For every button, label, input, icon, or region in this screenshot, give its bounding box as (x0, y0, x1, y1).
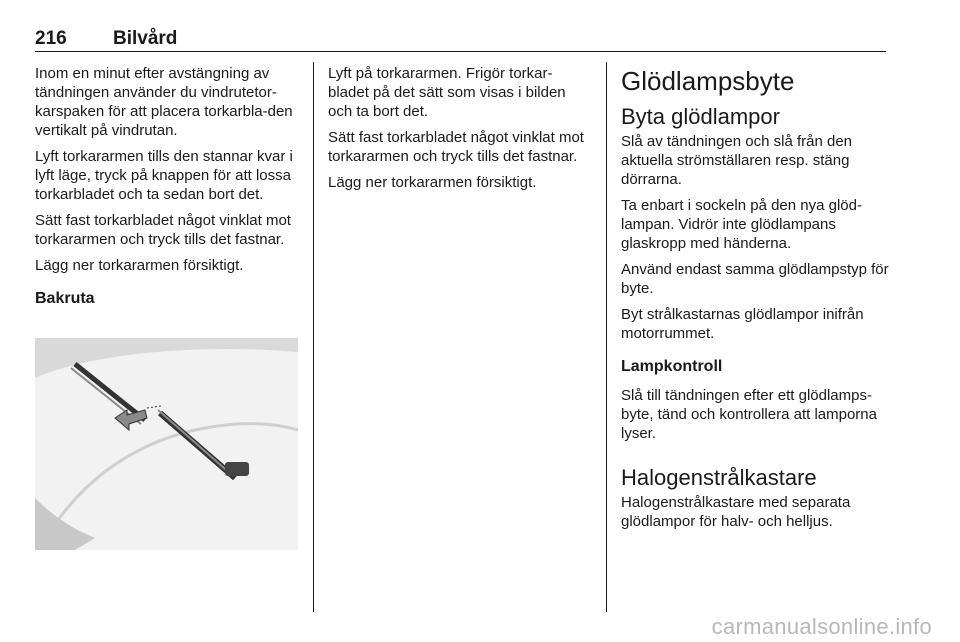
col1-paragraph-2: Lyft torkararmen tills den stannar kvar i lyft läge, tryck på knappen för att lossa torkarbladet och ta sedan bort det. (35, 148, 293, 203)
col3-paragraph-6: Halogenstrålkastare med separata glödlampor för halv- och helljus. (621, 494, 851, 530)
column-divider-1 (313, 62, 314, 612)
column-1 (35, 64, 301, 322)
col1-paragraph-4: Lägg ner torkararmen försiktigt. (35, 257, 244, 274)
col3-paragraph-5: Slå till tändningen efter ett glödlamps-byte, tänd och kontrollera att lamporna lyser. (621, 387, 877, 442)
heading-byta-glodlampor: Byta glödlampor (621, 104, 780, 129)
heading-halogenstralkastare: Halogenstrålkastare (621, 465, 817, 490)
col2-paragraph-3: Lägg ner torkararmen försiktigt. (328, 174, 537, 191)
col3-paragraph-3: Använd endast samma glödlampstyp för byte. (621, 261, 889, 297)
col3-paragraph-1: Slå av tändningen och slå från den aktuella strömställaren resp. stäng dörrarna. (621, 133, 852, 188)
col3-paragraph-4: Byt strålkastarnas glödlampor inifrån motorrummet. (621, 306, 864, 342)
watermark: carmanualsonline.info (711, 614, 932, 639)
col2-paragraph-1: Lyft på torkararmen. Frigör torkar-bladet på det sätt som visas i bilden och ta bort det. (328, 65, 566, 120)
col1-paragraph-3: Sätt fast torkarbladet något vinklat mot torkararmen och tryck tills det fastnar. (35, 212, 291, 248)
page-number: 216 (35, 28, 67, 49)
header-rule (35, 51, 886, 52)
column-3 (621, 64, 889, 538)
col3-paragraph-2: Ta enbart i sockeln på den nya glöd-lampan. Vidrör inte glödlampans glaskropp med händerna. (621, 197, 862, 252)
heading-lampkontroll: Lampkontroll (621, 358, 723, 375)
rear-wiper-illustration (35, 338, 298, 550)
heading-glodlampsbyte: Glödlampsbyte (621, 66, 795, 96)
column-divider-2 (606, 62, 607, 612)
col1-paragraph-1: Inom en minut efter avstängning av tändningen använder du vindrutetor-karspaken för att placera torkarbla-den vertikalt på vindrutan. (35, 65, 293, 139)
subheading-bakruta: Bakruta (35, 290, 95, 307)
column-2 (328, 64, 586, 199)
col2-paragraph-2: Sätt fast torkarbladet något vinklat mot torkararmen och tryck tills det fastnar. (328, 129, 584, 165)
chapter-title: Bilvård (113, 28, 178, 49)
page-header (35, 28, 886, 50)
